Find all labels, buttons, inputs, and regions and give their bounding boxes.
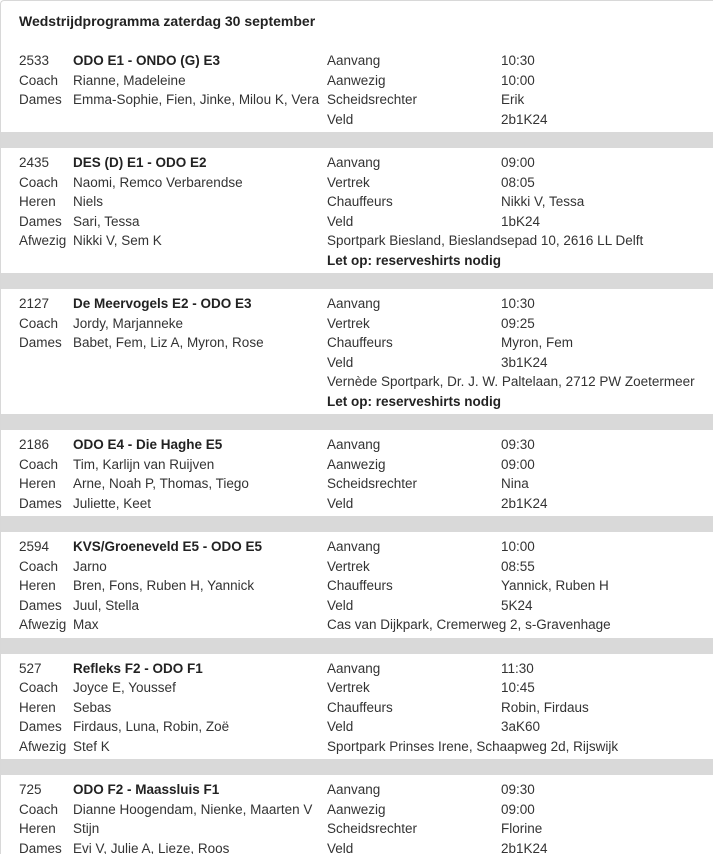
detail-label: Veld (327, 495, 354, 511)
row-value: Max (73, 617, 99, 632)
detail-label: Vertrek (327, 174, 370, 190)
match-row (1, 294, 713, 314)
row-label: Coach (19, 315, 59, 331)
match-row (1, 839, 713, 854)
row-label: Heren (19, 194, 56, 209)
detail-value: 5K24 (501, 597, 533, 613)
match-row (1, 537, 713, 557)
row-value: Jarno (73, 558, 107, 574)
row-value: Babet, Fem, Liz A, Myron, Rose (73, 335, 264, 350)
match-row (1, 71, 713, 91)
match-number: 2435 (19, 155, 50, 170)
match-row (1, 717, 713, 737)
detail-value: Yannick, Ruben H (501, 578, 609, 593)
detail-value: 11:30 (501, 660, 534, 676)
row-value: Tim, Karlijn van Ruijven (73, 456, 215, 472)
detail-value: 2b1K24 (501, 111, 548, 127)
match-separator (1, 516, 713, 532)
row-label: Coach (19, 174, 59, 190)
match-row (1, 173, 713, 193)
detail-label: Aanvang (327, 296, 381, 311)
row-value: Arne, Noah P, Thomas, Tiego (73, 476, 249, 491)
match-row (1, 659, 713, 679)
match-block (1, 659, 713, 776)
match-title: Refleks F2 - ODO F1 (73, 660, 203, 676)
match-row (1, 557, 713, 577)
detail-value: 3aK60 (501, 719, 541, 734)
detail-label: Veld (327, 597, 354, 613)
detail-label: Scheidsrechter (327, 92, 418, 107)
match-number: 2127 (19, 296, 50, 311)
match-title: ODO E4 - Die Haghe E5 (73, 437, 223, 452)
row-label: Heren (19, 821, 56, 836)
row-value: Jordy, Marjanneke (73, 315, 184, 331)
detail-label: Vertrek (327, 680, 370, 695)
row-value: Juul, Stella (73, 597, 140, 613)
detail-label: Aanwezig (327, 801, 386, 817)
detail-value: 10:30 (501, 296, 535, 311)
detail-label: Scheidsrechter (327, 821, 418, 836)
detail-value: Florine (501, 821, 543, 836)
row-label: Heren (19, 578, 56, 593)
match-number: 2186 (19, 437, 50, 452)
match-separator (1, 273, 713, 289)
detail-label: Aanvang (327, 53, 381, 68)
match-row (1, 737, 713, 757)
match-row (1, 780, 713, 800)
detail-label: Aanwezig (327, 72, 386, 88)
detail-value: 09:30 (501, 437, 535, 452)
row-label: Coach (19, 72, 59, 88)
match-separator (1, 132, 713, 148)
match-separator (1, 414, 713, 430)
detail-value: 09:25 (501, 315, 535, 331)
row-value: Firdaus, Luna, Robin, Zoë (73, 719, 230, 734)
detail-value: 08:05 (501, 174, 535, 190)
match-list (1, 51, 713, 854)
match-row (1, 90, 713, 110)
match-row (1, 353, 713, 373)
detail-value: Erik (501, 92, 525, 107)
detail-value: 08:55 (501, 558, 535, 574)
match-note-row (1, 251, 713, 271)
match-row (1, 314, 713, 334)
match-note: Let op: reserveshirts nodig (327, 252, 502, 268)
detail-value: Robin, Firdaus (501, 699, 589, 715)
row-value: Evi V, Julie A, Lieze, Roos (73, 840, 230, 854)
row-value: Rianne, Madeleine (73, 72, 186, 88)
detail-label: Sportpark Biesland, Bieslandsepad 10, 2616 LL Delft (327, 233, 644, 248)
row-value: Nikki V, Sem K (73, 233, 162, 248)
match-block (1, 780, 713, 854)
detail-label: Vertrek (327, 315, 370, 331)
detail-label: Veld (327, 213, 354, 229)
match-row (1, 455, 713, 475)
detail-value: 2b1K24 (501, 495, 548, 511)
detail-label: Aanvang (327, 155, 381, 170)
detail-label: Veld (327, 719, 354, 734)
match-row (1, 212, 713, 232)
row-label: Coach (19, 801, 59, 817)
row-label: Heren (19, 699, 56, 715)
row-label: Dames (19, 495, 62, 511)
detail-label: Vernède Sportpark, Dr. J. W. Paltelaan, 2712 PW Zoetermeer (327, 374, 695, 389)
detail-value: 10:00 (501, 72, 535, 88)
row-label: Heren (19, 476, 56, 491)
detail-value: 09:30 (501, 782, 535, 797)
match-block (1, 153, 713, 289)
row-label: Dames (19, 92, 62, 107)
match-number: 725 (19, 782, 42, 797)
detail-label: Aanwezig (327, 456, 386, 472)
row-value: Stef K (73, 738, 110, 754)
detail-label: Aanvang (327, 437, 381, 452)
row-label: Dames (19, 213, 62, 229)
detail-label: Aanvang (327, 539, 381, 554)
row-value: Emma-Sophie, Fien, Jinke, Milou K, Vera (73, 92, 320, 107)
row-label: Dames (19, 597, 62, 613)
match-block (1, 435, 713, 532)
detail-value: 3b1K24 (501, 354, 548, 370)
match-block (1, 294, 713, 430)
match-row (1, 372, 713, 392)
detail-value: 10:30 (501, 53, 535, 68)
match-row (1, 678, 713, 698)
detail-label: Cas van Dijkpark, Cremerweg 2, s-Gravenhage (327, 617, 611, 632)
row-label: Coach (19, 558, 59, 574)
detail-label: Scheidsrechter (327, 476, 418, 491)
detail-value: 09:00 (501, 801, 535, 817)
match-row (1, 474, 713, 494)
match-number: 2594 (19, 539, 50, 554)
row-value: Stijn (73, 821, 100, 836)
detail-label: Chauffeurs (327, 194, 393, 209)
detail-label: Chauffeurs (327, 699, 393, 715)
match-block (1, 51, 713, 148)
detail-label: Aanvang (327, 782, 381, 797)
row-label: Coach (19, 456, 59, 472)
detail-label: Vertrek (327, 558, 370, 574)
detail-value: Nina (501, 476, 529, 491)
match-row (1, 192, 713, 212)
row-label: Afwezig (19, 233, 67, 248)
match-title: ODO F2 - Maassluis F1 (73, 782, 220, 797)
row-value: Niels (73, 194, 104, 209)
detail-value: 09:00 (501, 155, 535, 170)
match-row (1, 51, 713, 71)
detail-label: Aanvang (327, 660, 381, 676)
match-row (1, 596, 713, 616)
row-label: Dames (19, 335, 62, 350)
detail-value: 10:00 (501, 539, 535, 554)
match-title: De Meervogels E2 - ODO E3 (73, 296, 252, 311)
detail-label: Veld (327, 354, 354, 370)
detail-value: 1bK24 (501, 213, 541, 229)
match-note-row (1, 392, 713, 412)
match-row (1, 576, 713, 596)
match-row (1, 231, 713, 251)
row-label: Afwezig (19, 617, 67, 632)
match-number: 527 (19, 660, 42, 676)
match-row (1, 819, 713, 839)
row-label: Afwezig (19, 738, 67, 754)
detail-value: Myron, Fem (501, 335, 574, 350)
match-separator (1, 759, 713, 775)
detail-value: Nikki V, Tessa (501, 194, 585, 209)
match-row (1, 698, 713, 718)
row-value: Naomi, Remco Verbarendse (73, 174, 243, 190)
match-row (1, 800, 713, 820)
detail-label: Veld (327, 111, 354, 127)
match-title: ODO E1 - ONDO (G) E3 (73, 53, 221, 68)
match-row (1, 494, 713, 514)
detail-label: Chauffeurs (327, 578, 393, 593)
row-label: Dames (19, 719, 62, 734)
row-value: Bren, Fons, Ruben H, Yannick (73, 578, 255, 593)
row-value: Sari, Tessa (73, 213, 140, 229)
match-number: 2533 (19, 53, 50, 68)
detail-value: 09:00 (501, 456, 535, 472)
match-block (1, 537, 713, 654)
detail-label: Sportpark Prinses Irene, Schaapweg 2d, Rijswijk (327, 738, 619, 754)
detail-value: 10:45 (501, 680, 535, 695)
row-label: Dames (19, 840, 62, 854)
detail-label: Chauffeurs (327, 335, 393, 350)
match-row (1, 333, 713, 353)
match-row (1, 435, 713, 455)
detail-value: 2b1K24 (501, 840, 548, 854)
row-value: Sebas (73, 699, 112, 715)
match-title: KVS/Groeneveld E5 - ODO E5 (73, 539, 263, 554)
match-note: Let op: reserveshirts nodig (327, 393, 502, 409)
match-row (1, 153, 713, 173)
match-separator (1, 638, 713, 654)
row-value: Dianne Hoogendam, Nienke, Maarten V (73, 801, 313, 817)
match-row (1, 110, 713, 130)
match-title: DES (D) E1 - ODO E2 (73, 155, 207, 170)
match-row (1, 615, 713, 635)
row-value: Juliette, Keet (73, 495, 152, 511)
page-title: Wedstrijdprogramma zaterdag 30 september (19, 13, 316, 29)
row-label: Coach (19, 680, 59, 695)
row-value: Joyce E, Youssef (73, 680, 176, 695)
detail-label: Veld (327, 840, 354, 854)
